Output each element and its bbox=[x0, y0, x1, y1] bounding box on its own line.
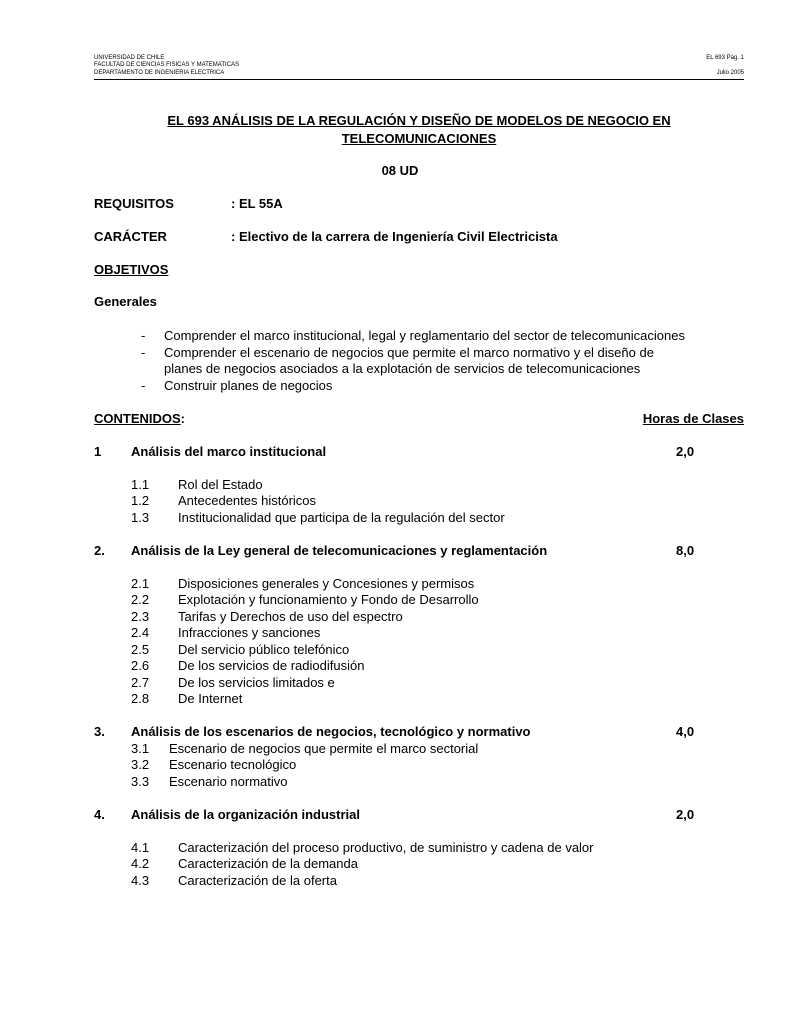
item-number: 2.4 bbox=[131, 625, 150, 640]
contenidos-heading-text: CONTENIDOS bbox=[94, 411, 181, 426]
section-hours: 4,0 bbox=[676, 724, 695, 739]
section-number: 4. bbox=[94, 807, 105, 822]
section-title: Análisis del marco institucional bbox=[131, 444, 327, 459]
section-number: 2. bbox=[94, 543, 105, 558]
requisitos-value: : EL 55A bbox=[231, 196, 283, 211]
item-text: Disposiciones generales y Concesiones y permisos bbox=[178, 576, 475, 591]
bullet-dash: - bbox=[141, 345, 146, 360]
item-number: 2.7 bbox=[131, 675, 150, 690]
item-text: Tarifas y Derechos de uso del espectro bbox=[178, 609, 403, 624]
item-text: Rol del Estado bbox=[178, 477, 263, 492]
item-text: Escenario normativo bbox=[169, 774, 288, 789]
section-title: Análisis de la Ley general de telecomunicaciones y reglamentación bbox=[131, 543, 548, 558]
item-number: 2.1 bbox=[131, 576, 150, 591]
item-text: Del servicio público telefónico bbox=[178, 642, 350, 657]
section-number: 3. bbox=[94, 724, 105, 739]
section-title: Análisis de los escenarios de negocios, tecnológico y normativo bbox=[131, 724, 531, 739]
item-number: 4.3 bbox=[131, 873, 150, 888]
header-page-ref: EL 693 Pág. 1 bbox=[706, 55, 744, 61]
item-text: Institucionalidad que participa de la regulación del sector bbox=[178, 510, 505, 525]
item-number: 2.8 bbox=[131, 691, 150, 706]
caracter-value: : Electivo de la carrera de Ingeniería Civil Electricista bbox=[231, 229, 558, 244]
header-institution bbox=[94, 55, 239, 77]
bullet-dash: - bbox=[141, 328, 146, 343]
item-number: 3.2 bbox=[131, 757, 150, 772]
item-text: De los servicios limitados e bbox=[178, 675, 335, 690]
item-number: 2.6 bbox=[131, 658, 150, 673]
item-text: Escenario tecnológico bbox=[169, 757, 297, 772]
course-units: 08 UD bbox=[381, 163, 419, 178]
section-hours: 2,0 bbox=[676, 444, 695, 459]
item-text: Caracterización de la oferta bbox=[178, 873, 337, 888]
item-text: Infracciones y sanciones bbox=[178, 625, 321, 640]
page-header bbox=[94, 55, 744, 80]
section-hours: 2,0 bbox=[676, 807, 695, 822]
item-text: Antecedentes históricos bbox=[178, 493, 317, 508]
item-number: 4.1 bbox=[131, 840, 150, 855]
item-number: 1.3 bbox=[131, 510, 150, 525]
section-title: Análisis de la organización industrial bbox=[131, 807, 360, 822]
item-number: 3.1 bbox=[131, 741, 150, 756]
course-title bbox=[94, 112, 744, 148]
section-number: 1 bbox=[94, 444, 102, 459]
hours-heading: Horas de Clases bbox=[642, 411, 744, 426]
item-text: Caracterización del proceso productivo, de suministro y cadena de valor bbox=[178, 840, 594, 855]
item-number: 3.3 bbox=[131, 774, 150, 789]
contenidos-heading-colon: : bbox=[180, 411, 186, 426]
item-number: 2.3 bbox=[131, 609, 150, 624]
item-text: De Internet bbox=[178, 691, 243, 706]
section-hours: 8,0 bbox=[676, 543, 695, 558]
item-text: De los servicios de radiodifusión bbox=[178, 658, 365, 673]
item-number: 1.2 bbox=[131, 493, 150, 508]
item-number: 2.5 bbox=[131, 642, 150, 657]
contenidos-heading bbox=[94, 411, 185, 426]
objective-item: Comprender el marco institucional, legal y reglamentario del sector de telecomunicaciones bbox=[164, 328, 685, 343]
header-faculty: FACULTAD DE CIENCIAS FISICAS Y MATEMATICAS bbox=[94, 62, 240, 69]
caracter-label: CARÁCTER bbox=[94, 229, 167, 244]
item-text: Caracterización de la demanda bbox=[178, 856, 358, 871]
objective-item: Comprender el escenario de negocios que permite el marco normativo y el diseño de bbox=[164, 345, 654, 360]
course-title-line-2: TELECOMUNICACIONES bbox=[341, 131, 497, 146]
header-date: Julio 2005 bbox=[716, 69, 744, 76]
item-number: 2.2 bbox=[131, 592, 150, 607]
item-number: 4.2 bbox=[131, 856, 150, 871]
objetivos-heading: OBJETIVOS bbox=[94, 262, 169, 277]
course-title-line-1: EL 693 ANÁLISIS DE LA REGULACIÓN Y DISEÑO DE MODELOS DE NEGOCIO EN bbox=[167, 113, 671, 128]
requisitos-label: REQUISITOS bbox=[94, 196, 174, 211]
bullet-dash: - bbox=[141, 378, 146, 393]
objetivos-subheading: Generales bbox=[94, 294, 157, 309]
header-page-info bbox=[706, 55, 744, 77]
header-university: UNIVERSIDAD DE CHILE bbox=[94, 55, 165, 61]
header-department: DEPARTAMENTO DE INGENIERIA ELECTRICA bbox=[94, 69, 225, 76]
item-text: Escenario de negocios que permite el marco sectorial bbox=[169, 741, 479, 756]
item-number: 1.1 bbox=[131, 477, 150, 492]
item-text: Explotación y funcionamiento y Fondo de Desarrollo bbox=[178, 592, 479, 607]
objective-item: Construir planes de negocios bbox=[164, 378, 333, 393]
objective-item-continuation: planes de negocios asociados a la explotación de servicios de telecomunicaciones bbox=[164, 361, 641, 376]
